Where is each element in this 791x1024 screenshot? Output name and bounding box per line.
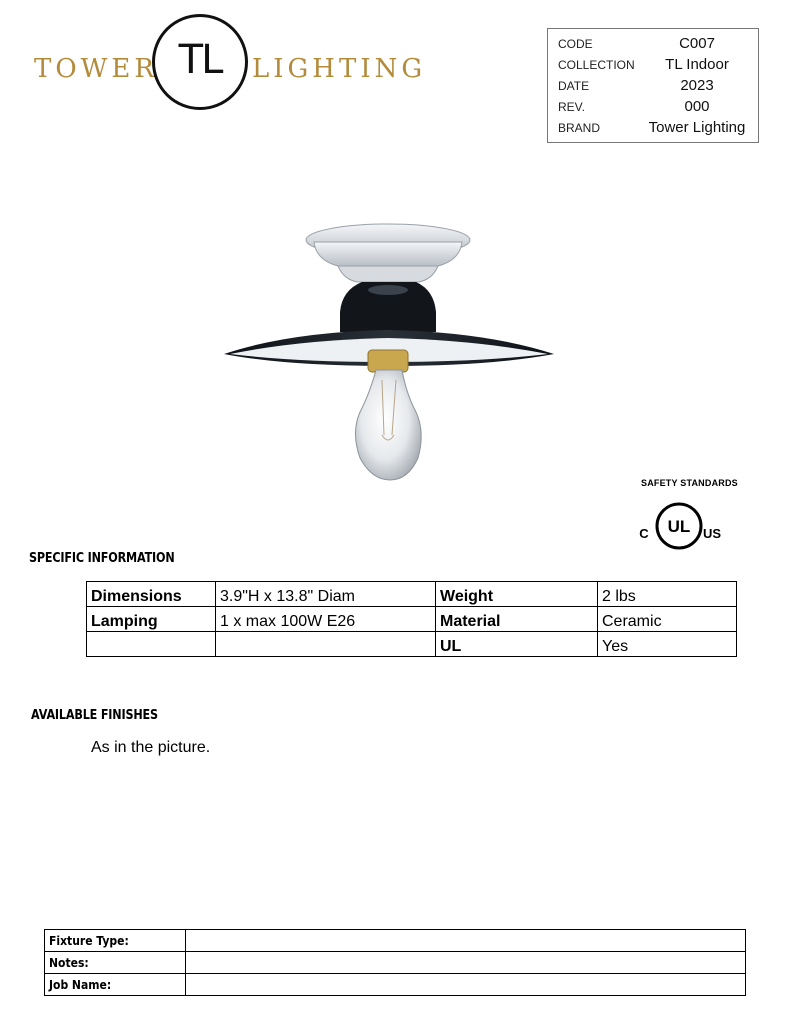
table-label: Dimensions [87,582,216,607]
job-name-label: Job Name: [45,974,186,996]
logo-word-left: TOWER [34,54,158,84]
ul-mark-left: C [639,526,649,541]
fixture-type-label: Fixture Type: [45,930,186,952]
table-value [216,632,436,657]
job-info-table [44,929,746,996]
table-label [87,632,216,657]
spec-row-date [548,75,758,96]
spec-row-collection [548,54,758,75]
spec-key: DATE [558,79,590,93]
spec-value: 2023 [680,77,714,94]
safety-standards-label: SAFETY STANDARDS [641,478,738,488]
table-row [87,632,737,657]
specific-information-heading: SPECIFIC INFORMATION [29,551,175,566]
table-row [45,974,746,996]
table-value: 1 x max 100W E26 [216,607,436,632]
table-label: Material [436,607,598,632]
table-row [45,952,746,974]
table-row [45,930,746,952]
table-value: Ceramic [598,607,737,632]
spec-value: 000 [684,98,710,115]
spec-key: CODE [558,37,593,51]
job-name-field[interactable] [186,974,746,996]
spec-summary-box [547,28,759,143]
ul-listed-icon [636,500,722,552]
notes-label: Notes: [45,952,186,974]
available-finishes-heading: AVAILABLE FINISHES [31,708,158,723]
table-value: Yes [598,632,737,657]
table-label: Lamping [87,607,216,632]
spec-key: COLLECTION [558,58,635,72]
logo-monogram: TL [178,37,222,83]
spec-value: TL Indoor [665,56,729,73]
table-value: 2 lbs [598,582,737,607]
spec-value: C007 [679,35,715,52]
spec-key: BRAND [558,121,601,135]
table-label: UL [436,632,598,657]
ul-mark-center: UL [667,517,691,536]
spec-row-code [548,33,758,54]
logo-word-right: LIGHTING [252,54,427,84]
specific-information-table [86,581,737,657]
logo-monogram-circle [152,14,248,110]
ul-mark-right: US [702,526,722,541]
table-label: Weight [436,582,598,607]
spec-key: REV. [558,100,585,114]
available-finishes-text: As in the picture. [91,739,211,756]
table-row [87,582,737,607]
spec-row-brand [548,117,758,138]
fixture-type-field[interactable] [186,930,746,952]
table-row [87,607,737,632]
spec-row-rev [548,96,758,117]
brand-logo [34,14,427,110]
table-value: 3.9"H x 13.8" Diam [216,582,436,607]
product-image [220,220,560,485]
spec-value: Tower Lighting [648,119,746,136]
notes-field[interactable] [186,952,746,974]
